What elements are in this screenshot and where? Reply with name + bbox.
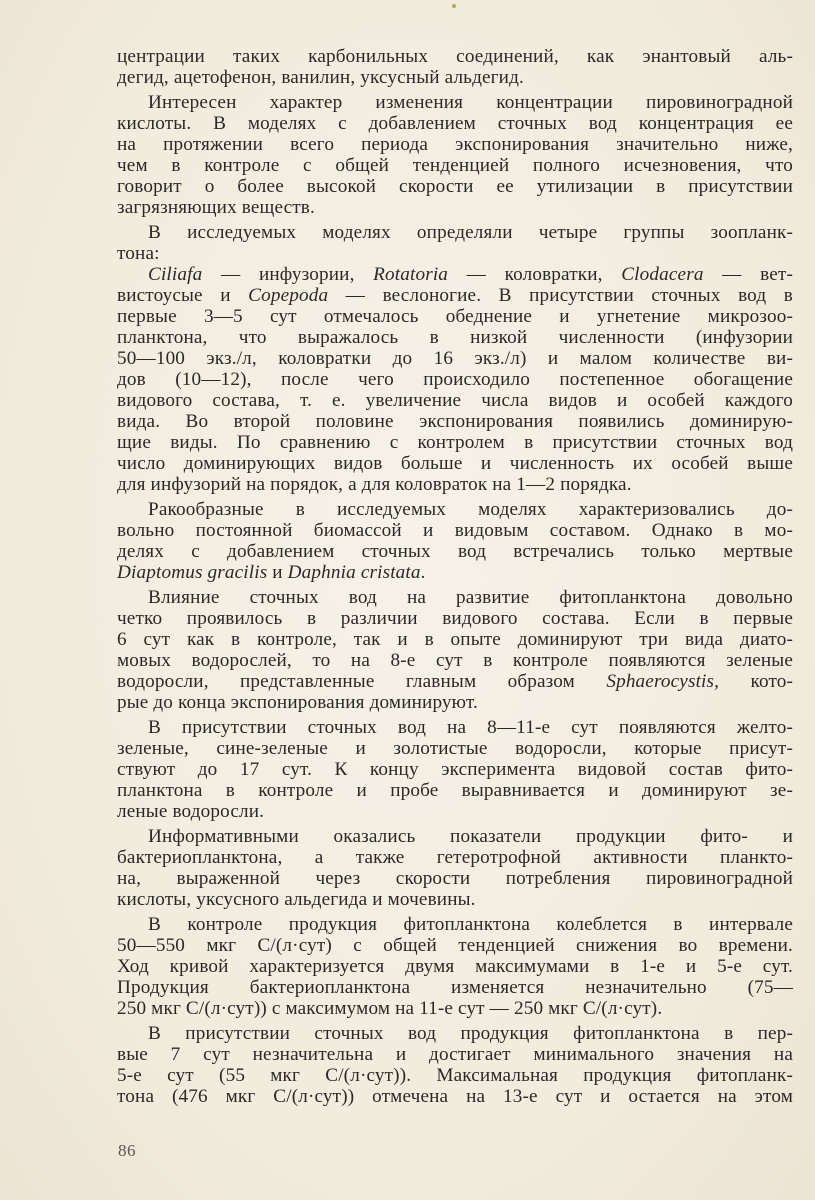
text-line: видового состава, т. е. увеличение числа видов и особей каждого (117, 390, 793, 411)
taxon-name: Clodacera (621, 264, 704, 285)
paragraph-1 (117, 46, 793, 88)
text-line: леные водоросли. (117, 801, 265, 822)
text-line: бактериопланктона, а также гетеротрофной активности планкто- (117, 847, 793, 868)
text-line: говорит о более высокой скорости ее утилизации в присутствии (117, 176, 793, 197)
text-line: рые до конца экспонирования доминируют. (117, 692, 478, 713)
printing-speck (452, 4, 456, 8)
text-line: число доминирующих видов больше и численность их особей выше (117, 453, 793, 474)
text-line: 6 сут как в контроле, так и в опыте доминируют три вида диато- (117, 629, 793, 650)
text-line: 5-е сут (55 мкг С/(л·сут)). Максимальная продукция фитопланк- (117, 1065, 793, 1086)
text-line: дов (10—12), после чего происходило постепенное обогащение (117, 369, 793, 390)
taxon-name: Copepoda (248, 285, 329, 306)
paragraph-2 (117, 92, 793, 218)
text-line: 250 мкг С/(л·сут)) с максимумом на 11-е сут — 250 мкг С/(л·сут). (117, 998, 663, 1019)
text-line: В присутствии сточных вод продукция фитопланктона в пер- (148, 1023, 793, 1044)
text-line: на, выраженной через скорости потребления пировиноградной (117, 868, 793, 889)
text-line-italic-taxa: водоросли, представленные главным образом Sphaerocystis, кото- (117, 671, 794, 692)
text-line: дегид, ацетофенон, ванилин, уксусный альдегид. (117, 67, 524, 88)
text-line: для инфузорий на порядок, а для коловраток на 1—2 порядка. (117, 474, 632, 495)
text-line: Ракообразные в исследуемых моделях характеризовались до- (148, 499, 793, 520)
text-line: кислоты, уксусного альдегида и мочевины. (117, 889, 476, 910)
page-number: 86 (118, 1141, 136, 1160)
taxon-name: Daphnia cristata (287, 562, 421, 583)
text-line: четко проявилось в различии видового состава. Если в первые (117, 608, 793, 629)
text-line: планктона, что выражалось в низкой численности (инфузории (117, 327, 793, 348)
text-line: тона: (117, 243, 160, 264)
text-line: зеленые, сине-зеленые и золотистые водоросли, которые присут- (117, 738, 793, 759)
text-line: В контроле продукция фитопланктона колеблется в интервале (148, 914, 793, 935)
text-line: В присутствии сточных вод на 8—11-е сут появляются желто- (148, 717, 793, 738)
text-line: щие виды. По сравнению с контролем в присутствии сточных вод (117, 432, 793, 453)
paragraph-7 (117, 717, 793, 822)
text-line: чем в контроле с общей тенденцией полного исчезновения, что (117, 155, 793, 176)
text-line: вольно постоянной биомассой и видовым составом. Однако в мо- (117, 520, 793, 541)
text-line: вые 7 сут незначительна и достигает минимального значения на (117, 1044, 793, 1065)
text-line-italic-taxa: вистоусые и Copepoda — веслоногие. В присутствии сточных вод в (117, 285, 793, 306)
text-line: загрязняющих веществ. (117, 197, 315, 218)
text-line: первые 3—5 сут отмечалось обеднение и угнетение микрозоо- (117, 306, 793, 327)
text-line: В исследуемых моделях определяли четыре группы зоопланк- (148, 222, 793, 243)
text-line-italic-taxa: Ciliafa — инфузории, Rotatoria — коловратки, Clodacera — вет- (148, 264, 793, 285)
text-line: ствуют до 17 сут. К концу эксперимента видовой состав фито- (117, 759, 793, 780)
text-line: Информативными оказались показатели продукции фито- и (148, 826, 793, 847)
paragraph-5 (117, 499, 793, 583)
taxon-name: Sphaerocystis, (606, 671, 720, 692)
text-line: делях с добавлением сточных вод встречались только мертвые (117, 541, 793, 562)
text-line: Влияние сточных вод на развитие фитопланктона довольно (148, 587, 793, 608)
paragraph-3 (117, 222, 793, 264)
taxon-name: Diaptomus gracilis (117, 562, 268, 583)
text-line: Ход кривой характеризуется двумя максимумами в 1-е и 5-е сут. (117, 956, 793, 977)
text-line: мовых водорослей, то на 8-е сут в контроле появляются зеленые (117, 650, 793, 671)
taxon-name: Ciliafa (148, 264, 203, 285)
text-line: на протяжении всего периода экспонирования значительно ниже, (117, 134, 793, 155)
taxon-name: Rotatoria (373, 264, 449, 285)
text-line: 50—100 экз./л, коловратки до 16 экз./л) и малом количестве ви- (117, 348, 793, 369)
text-line: Интересен характер изменения концентрации пировиноградной (148, 92, 793, 113)
text-line: вида. Во второй половине экспонирования появились доминирую- (117, 411, 793, 432)
paragraph-8 (117, 826, 793, 910)
paragraph-6 (117, 587, 793, 713)
body-text (117, 46, 793, 1107)
text-line: тона (476 мкг С/(л·сут)) отмечена на 13-е сут и остается на этом (117, 1086, 793, 1107)
paragraph-9 (117, 914, 793, 1019)
text-line: 50—550 мкг С/(л·сут) с общей тенденцией снижения во времени. (117, 935, 793, 956)
paragraph-4 (117, 264, 793, 495)
text-line: Продукция бактериопланктона изменяется незначительно (75— (117, 977, 793, 998)
text-line: планктона в контроле и пробе выравнивается и доминируют зе- (117, 780, 793, 801)
text-line-italic-taxa: Diaptomus gracilis и Daphnia cristata. (117, 562, 426, 583)
paragraph-10 (117, 1023, 793, 1107)
text-line: кислоты. В моделях с добавлением сточных вод концентрация ее (117, 113, 793, 134)
text-line: центрации таких карбонильных соединений, как энантовый аль- (117, 46, 793, 67)
